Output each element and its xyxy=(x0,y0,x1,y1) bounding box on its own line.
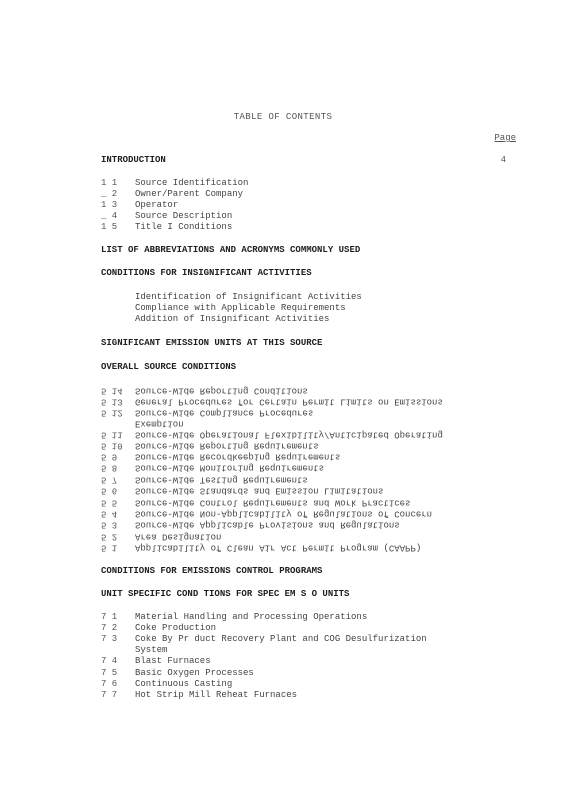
toc-item-number: 5 1 xyxy=(101,542,118,553)
toc-item-number: _ 2 xyxy=(101,189,118,199)
toc-item-text: Title I Conditions xyxy=(135,222,233,232)
toc-item-number: 5 5 xyxy=(101,497,118,508)
section-heading-overall-source: OVERALL SOURCE CONDITIONS xyxy=(101,362,237,372)
section-heading-unit-specific: UNIT SPECIFIC COND TIONS FOR SPEC EM S O UNITS xyxy=(101,589,350,599)
toc-item-text: Blast Furnaces xyxy=(135,656,211,666)
toc-item-number: 5 13 xyxy=(101,396,123,407)
toc-item-number: 7 3 xyxy=(101,634,118,644)
section-heading-emissions-control: CONDITIONS FOR EMISSIONS CONTROL PROGRAMS xyxy=(101,566,323,576)
toc-item-number: 5 11 xyxy=(101,429,123,440)
section-heading-abbreviations: LIST OF ABBREVIATIONS AND ACRONYMS COMMONLY USED xyxy=(101,245,361,255)
toc-item-number: 5 14 xyxy=(101,385,123,396)
toc-item-text: Hot Strip Mill Reheat Furnaces xyxy=(135,690,298,700)
toc-item-text: Source-Wide Compliance Procedures xyxy=(135,407,314,418)
toc-item-text: Source-Wide Applicable Provisions and Regulations xyxy=(135,519,400,530)
toc-item-number: 5 2 xyxy=(101,531,118,542)
toc-item-text: Source-Wide Standards and Emission Limitations xyxy=(135,485,384,496)
toc-item-number: 5 12 xyxy=(101,407,123,418)
toc-item-text: Source-Wide Monitoring Requirements xyxy=(135,462,325,473)
toc-item-text: General Procedures for Certain Permit Limits on Emissions xyxy=(135,396,443,407)
toc-item-text: Source-Wide Recordkeeping Requirements xyxy=(135,451,341,462)
section-heading-introduction: INTRODUCTION xyxy=(101,155,166,165)
page-title: TABLE OF CONTENTS xyxy=(233,112,333,122)
toc-item-number: 5 9 xyxy=(101,451,118,462)
toc-item-text: Area Designation xyxy=(135,531,222,542)
toc-item-text: Exemption xyxy=(135,418,184,429)
toc-item-number: 7 5 xyxy=(101,668,118,678)
toc-item-text: Coke Production xyxy=(135,623,217,633)
toc-item-text: Identification of Insignificant Activities xyxy=(135,292,362,302)
page-column-header: Page xyxy=(494,133,516,143)
toc-item-text: Continuous Casting xyxy=(135,679,233,689)
toc-item-text: Source Description xyxy=(135,211,233,221)
toc-item-number: 7 2 xyxy=(101,623,118,633)
toc-item-number: 5 8 xyxy=(101,462,118,473)
toc-item-text: Basic Oxygen Processes xyxy=(135,668,254,678)
toc-item-number: 1 1 xyxy=(101,178,118,188)
toc-item-number: 5 7 xyxy=(101,474,118,485)
section-heading-insignificant-activities: CONDITIONS FOR INSIGNIFICANT ACTIVITIES xyxy=(101,268,312,278)
toc-item-number: 5 10 xyxy=(101,440,123,451)
toc-item-number: 5 6 xyxy=(101,485,118,496)
toc-item-number: 7 4 xyxy=(101,656,118,666)
toc-item-text: Operator xyxy=(135,200,179,210)
toc-item-number: 7 1 xyxy=(101,612,118,622)
toc-item-number: _ 4 xyxy=(101,211,118,221)
toc-item-number: 7 6 xyxy=(101,679,118,689)
toc-item-number: 1 5 xyxy=(101,222,118,232)
toc-item-text: Source-Wide Testing Requirements xyxy=(135,474,308,485)
toc-item-text: Owner/Parent Company xyxy=(135,189,244,199)
toc-item-text: Source-Wide Non-Applicability of Regulations of Concern xyxy=(135,508,433,519)
toc-item-text: Source-Wide Reporting Requirements xyxy=(135,440,319,451)
toc-item-number: 5 3 xyxy=(101,519,118,530)
toc-item-text: Source-Wide Operational Flexibility/Anticipated Operating xyxy=(135,429,443,440)
toc-item-number: 1 3 xyxy=(101,200,118,210)
toc-item-text: Coke By Pr duct Recovery Plant and COG Desulfurization xyxy=(135,634,427,644)
section-heading-significant-units: SIGNIFICANT EMISSION UNITS AT THIS SOURCE xyxy=(101,338,323,348)
toc-item-text: System xyxy=(135,645,168,655)
toc-item-text: Material Handling and Processing Operations xyxy=(135,612,368,622)
toc-item-number: 7 7 xyxy=(101,690,118,700)
page-number-introduction: 4 xyxy=(500,155,506,165)
toc-item-text: Applicability of Clean Air Act Permit Program (CAAPP) xyxy=(135,542,422,553)
toc-item-text: Source-Wide Control Requirements and Work Practices xyxy=(135,497,411,508)
toc-item-text: Source Identification xyxy=(135,178,249,188)
toc-item-text: Compliance with Applicable Requirements xyxy=(135,303,346,313)
toc-item-text: Source-Wide Reporting Conditions xyxy=(135,385,308,396)
toc-item-text: Addition of Insignificant Activities xyxy=(135,314,330,324)
toc-item-number: 5 4 xyxy=(101,508,118,519)
